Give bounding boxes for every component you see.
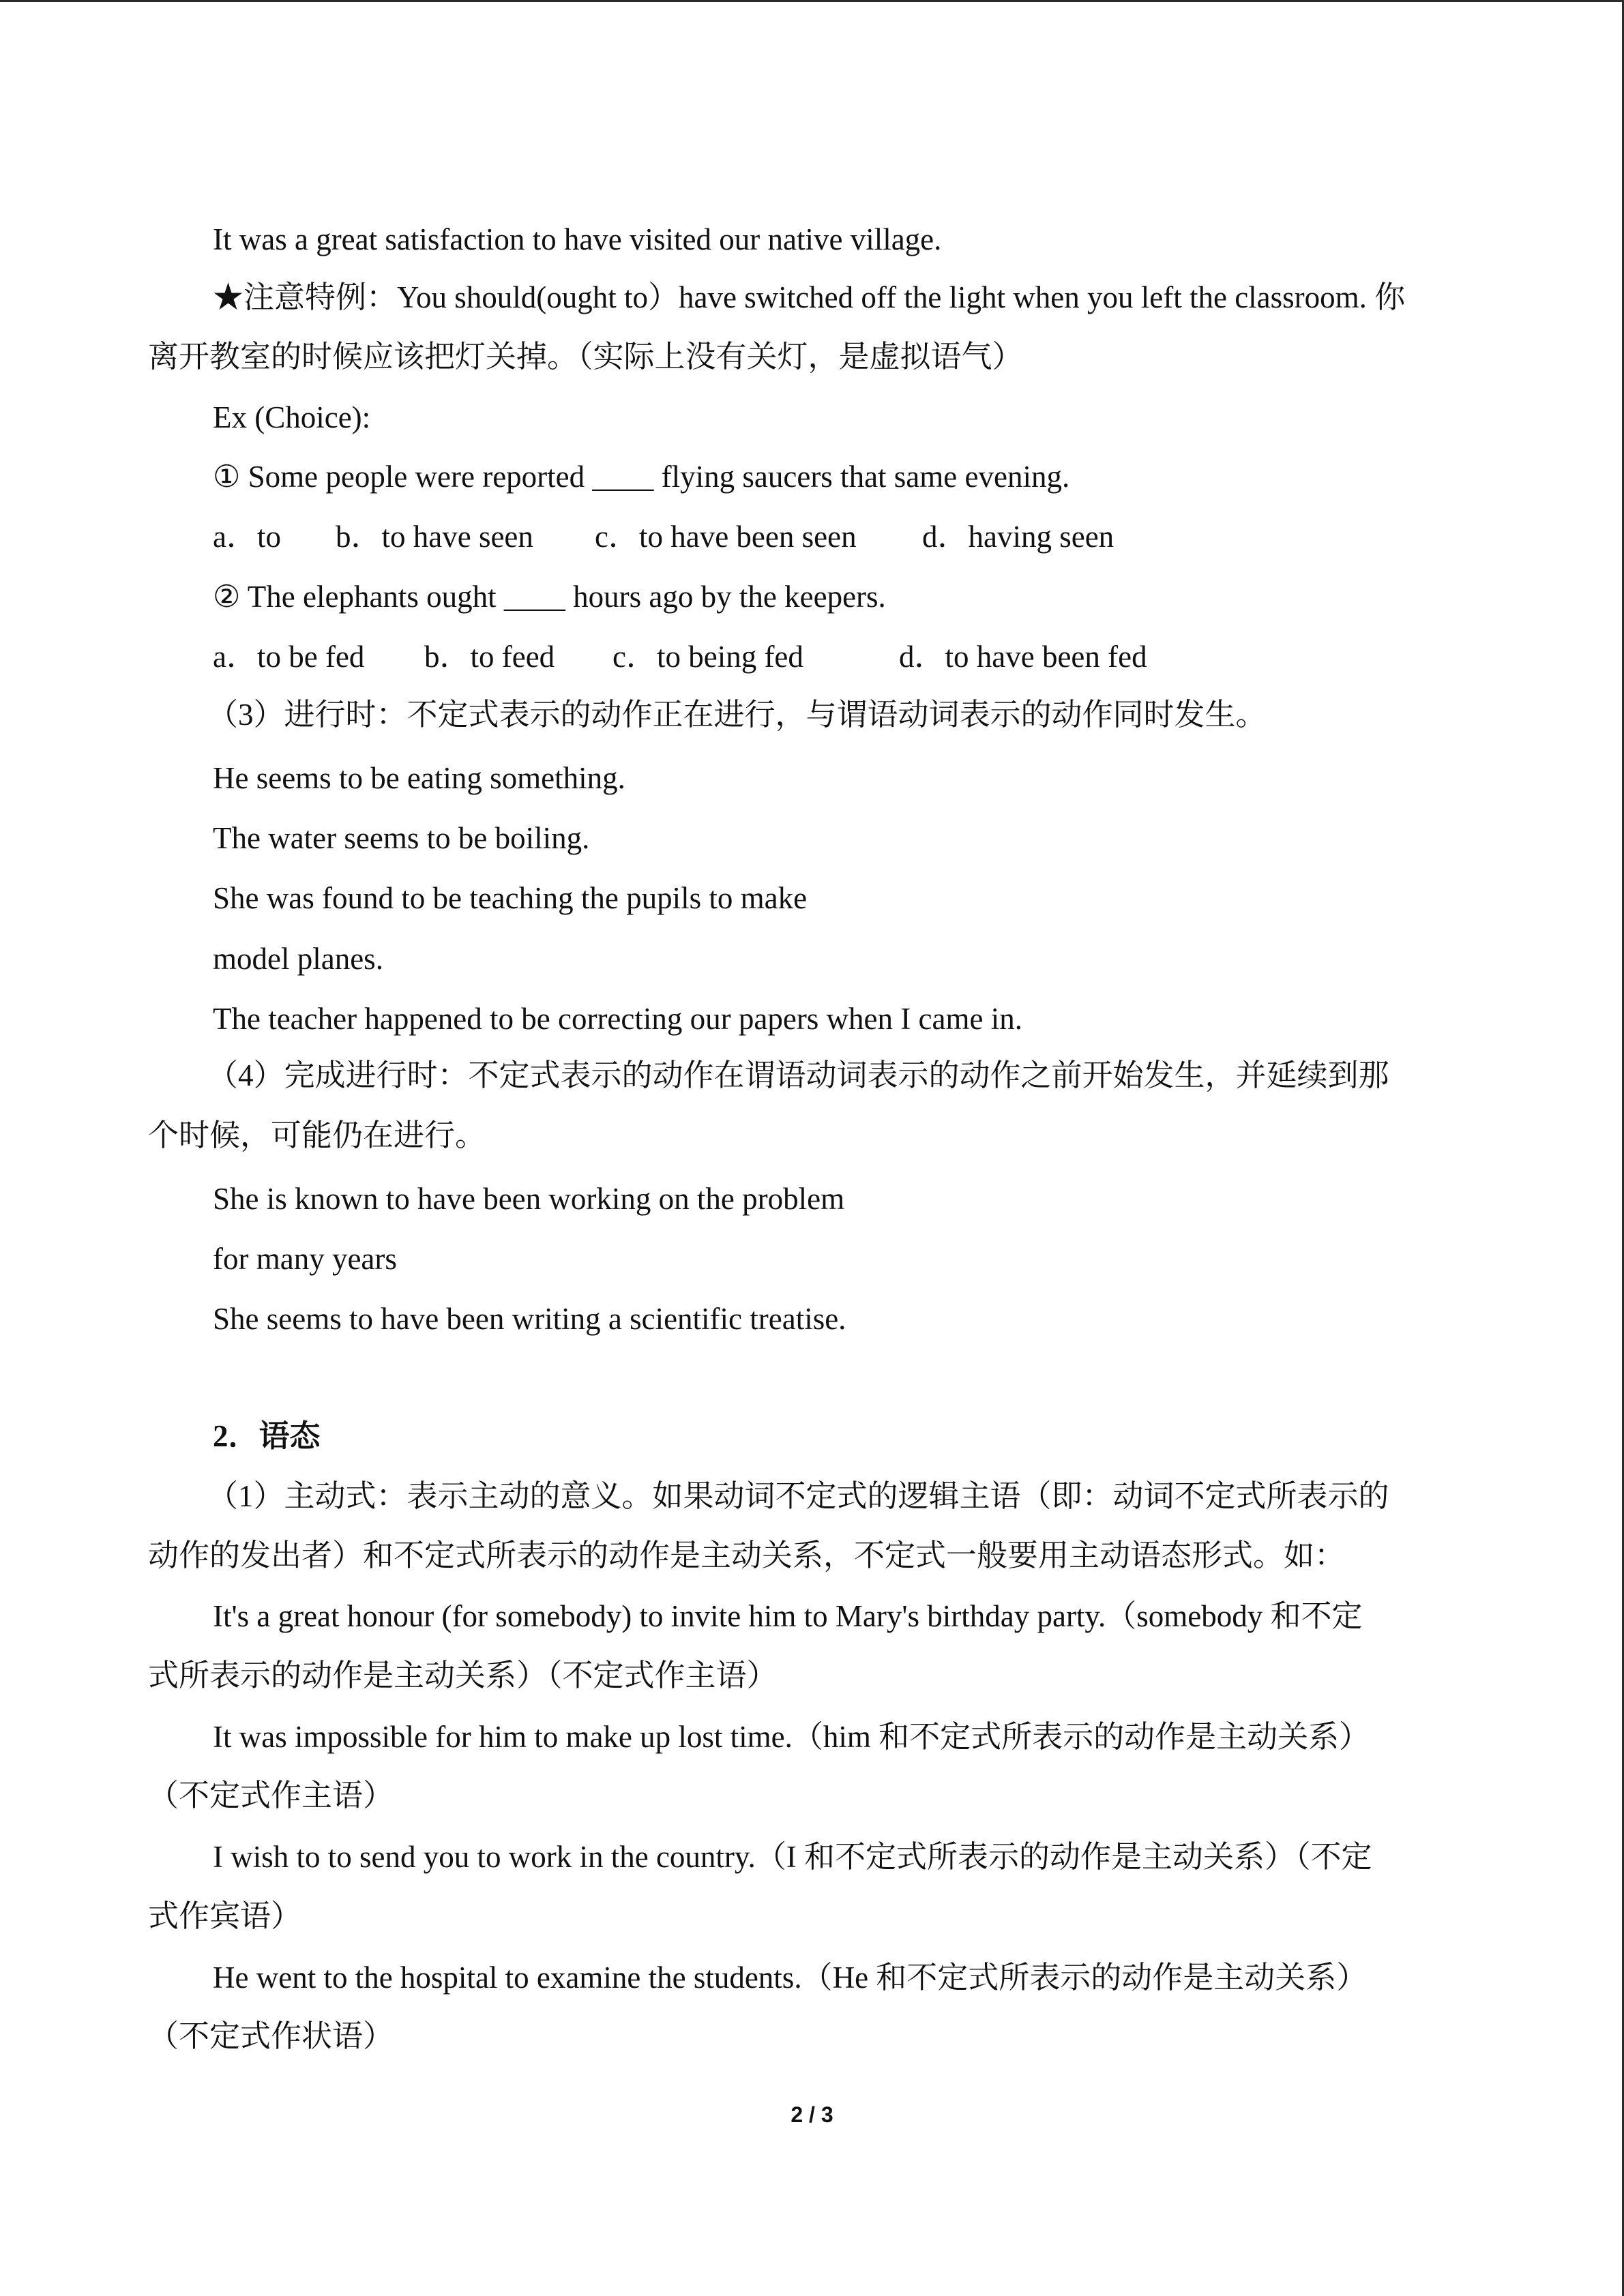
exercise-options-2: [213, 638, 1147, 676]
exercise-question-2: ② The elephants ought ____ hours ago by the keepers.: [213, 580, 886, 614]
example-sentence: for many years: [213, 1242, 397, 1276]
example-sentence: The teacher happened to be correcting our papers when I came in.: [213, 1002, 1022, 1036]
option-b: b．to have seen: [336, 520, 533, 554]
example-sentence: It was a great satisfaction to have visited our native village.: [213, 222, 942, 256]
example-sentence: He went to the hospital to examine the students.（He 和不定式所表示的动作是主动关系）: [213, 1960, 1368, 1995]
section-active: （1）主动式：表示主动的意义。如果动词不定式的逻辑主语（即：动词不定式所表示的: [207, 1479, 1389, 1513]
option-d: d．having seen: [922, 520, 1114, 554]
section-perfect-progressive: （4）完成进行时：不定式表示的动作在谓语动词表示的动作之前开始发生，并延续到那: [207, 1058, 1389, 1092]
note-special-case: ★注意特例：You should(ought to）have switched off the light when you left the classroom. 你: [213, 280, 1406, 314]
example-sentence: It was impossible for him to make up lost time.（him 和不定式所表示的动作是主动关系）: [213, 1720, 1370, 1754]
section-active-cont: 动作的发出者）和不定式所表示的动作是主动关系，不定式一般要用主动语态形式。如：: [148, 1538, 1346, 1572]
example-note: 式所表示的动作是主动关系）（不定式作主语）: [148, 1658, 778, 1693]
example-note: 式作宾语）: [148, 1899, 302, 1933]
section-heading-voice: 2．语态: [213, 1419, 321, 1453]
page-number: 2 / 3: [791, 2102, 833, 2127]
option-c: c．to have been seen: [595, 520, 857, 554]
option-c: c．to being fed: [612, 640, 803, 674]
option-a: a．to: [213, 520, 281, 554]
exercise-question-1: ① Some people were reported ____ flying saucers that same evening.: [213, 460, 1070, 494]
section-progressive: （3）进行时：不定式表示的动作正在进行，与谓语动词表示的动作同时发生。: [207, 698, 1267, 732]
example-sentence: model planes.: [213, 942, 383, 976]
example-sentence: She seems to have been writing a scientific treatise.: [213, 1302, 846, 1336]
example-sentence: I wish to to send you to work in the country.（I 和不定式所表示的动作是主动关系）（不定: [213, 1840, 1372, 1874]
example-note: （不定式作主语）: [148, 1778, 394, 1813]
example-sentence: She was found to be teaching the pupils to make: [213, 881, 808, 915]
exercise-heading: Ex (Choice):: [213, 400, 371, 434]
option-a: a．to be fed: [213, 640, 365, 674]
example-sentence: It's a great honour (for somebody) to invite him to Mary's birthday party.（somebody 和不定: [213, 1599, 1363, 1633]
example-sentence: He seems to be eating something.: [213, 761, 625, 795]
section-perfect-progressive-cont: 个时候，可能仍在进行。: [148, 1118, 486, 1152]
example-sentence: The water seems to be boiling.: [213, 821, 590, 855]
option-d: d．to have been fed: [899, 640, 1147, 674]
note-translation: 离开教室的时候应该把灯关掉。（实际上没有关灯，是虚拟语气）: [148, 340, 1023, 374]
option-b: b．to feed: [424, 640, 555, 674]
example-sentence: She is known to have been working on the problem: [213, 1182, 845, 1216]
example-note: （不定式作状语）: [148, 2019, 394, 2053]
exercise-options-1: [213, 518, 1114, 556]
